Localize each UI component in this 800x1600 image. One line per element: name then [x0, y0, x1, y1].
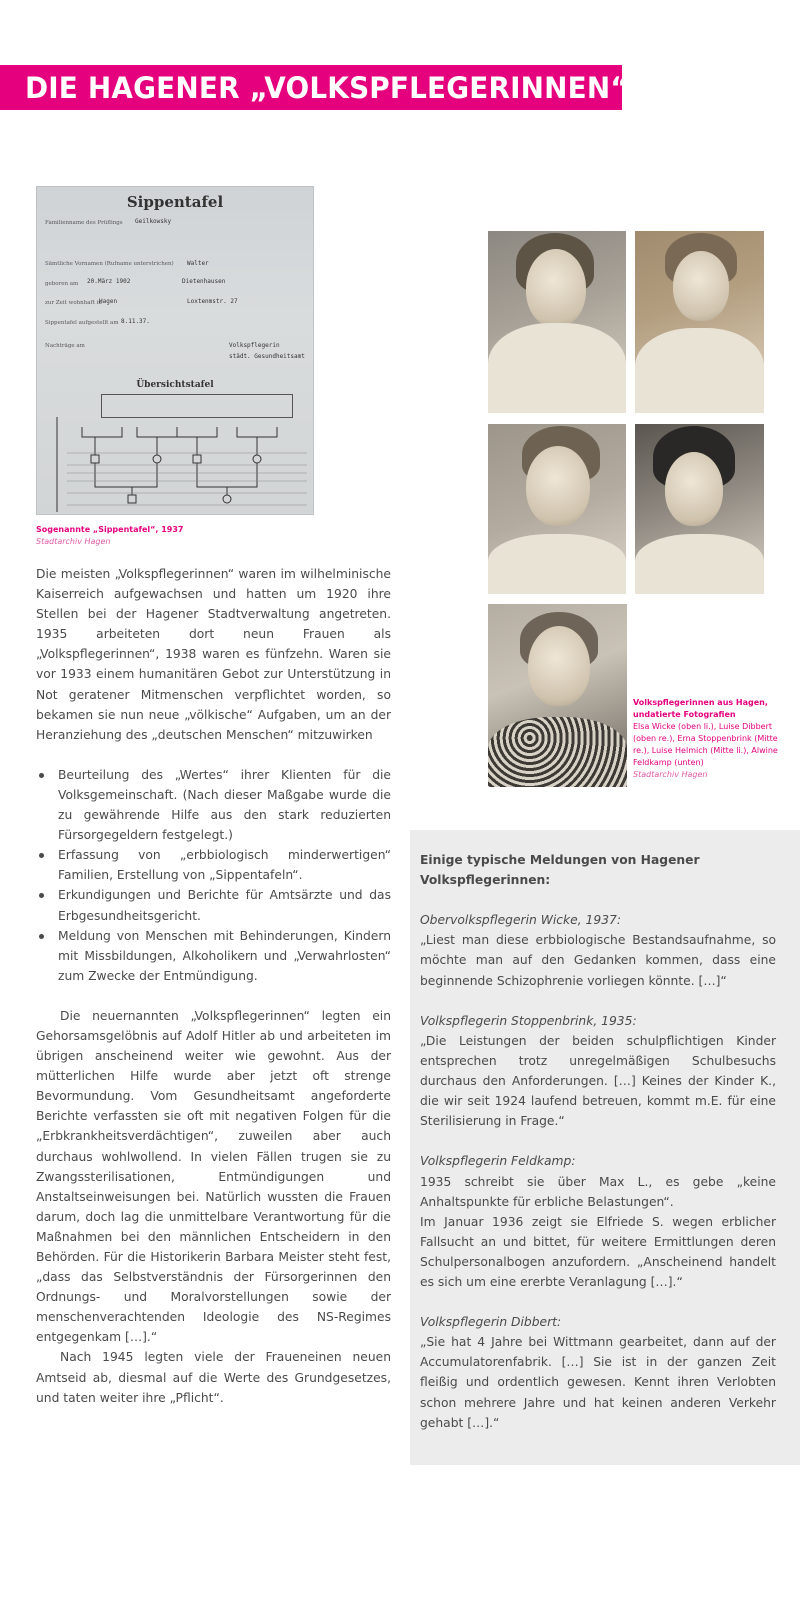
quote-text: 1935 schreibt sie über Max L., es gebe „keine Anhaltspunkte für erbliche Belastungen“. — [420, 1174, 776, 1209]
document-caption — [36, 524, 316, 548]
quote-block — [420, 910, 776, 990]
quote-text: „Die Leistungen der beiden schulpflichtigen Kinder entsprechen trotz unregelmäßigen Schulbesuchs durchaus den Anforderungen. […] Keines der Kinder K., die wir seit 1924 laufend betreuen, kommt m.E. für eine Sterilisierung in Frage.“ — [420, 1033, 776, 1129]
document-field-label: zur Zeit wohnhaft in — [45, 300, 102, 306]
left-column-text — [36, 564, 391, 1408]
document-field-value: städt. Gesundheitsamt — [229, 353, 305, 360]
quote-author: Obervolkspflegerin Wicke, 1937: — [420, 913, 621, 928]
document-field-value: 20.März 1902 — [87, 278, 131, 285]
portrait-photo-erna-stoppenbrink — [635, 424, 764, 594]
photo-caption-title-line2: undatierte Fotografien — [633, 710, 736, 719]
quote-author: Volkspflegerin Stoppenbrink, 1935: — [420, 1013, 637, 1028]
document-heading: Sippentafel — [126, 193, 224, 211]
document-caption-title: Sogenannte „Sippentafel“, 1937 — [36, 525, 184, 534]
task-list — [36, 765, 391, 986]
list-item — [36, 845, 391, 885]
quote-box-heading: Einige typische Meldungen von Hagener Volkspflegerinnen: — [420, 853, 700, 888]
portrait-photo-luise-dibbert — [635, 231, 764, 413]
list-item — [36, 885, 391, 925]
photo-caption-names: Elsa Wicke (oben li.), Luise Dibbert (oben re.), Erna Stoppenbrink (Mitte re.), Luise Helmich (Mitte li.), Alwine Feldkamp (unten) — [633, 722, 778, 767]
document-field-label: Familienname des Prüflings — [45, 220, 123, 226]
document-subheading: Übersichtstafel — [136, 380, 214, 390]
photo-caption-title-line1: Volkspflegerinnen aus Hagen, — [633, 698, 768, 707]
bullet-icon — [39, 893, 44, 898]
quote-box — [410, 830, 800, 1465]
third-paragraph: Nach 1945 legten viele der Fraueneinen neuen Amtseid ab, diesmal auf die Werte des Grundgesetzes, und taten weiter ihre „Pflicht“. — [36, 1350, 391, 1405]
quote-text: „Sie hat 4 Jahre bei Wittmann gearbeitet, dann auf der Accumulatorenfabrik. […] Sie ist in der ganzen Zeit fleißig und ordentlich gewesen. Kennt ihren Verlobten schon mehrere Jahre und hat keinen anderen Verkehr gehabt […].“ — [420, 1335, 776, 1430]
photo-caption-source: Stadtarchiv Hagen — [633, 770, 708, 779]
document-caption-source: Stadtarchiv Hagen — [36, 537, 111, 546]
list-item — [36, 765, 391, 845]
portrait-photo-elsa-wicke — [488, 231, 626, 413]
document-field-label: Nachträge am — [45, 343, 85, 349]
list-item-text: Meldung von Menschen mit Behinderungen, Kindern mit Missbildungen, Alkoholikern und „Verwahrlosten“ zum Zwecke der Entmündigung. — [58, 928, 391, 983]
quote-box-content — [420, 850, 776, 1433]
bullet-icon — [39, 853, 44, 858]
list-item-text: Erkundigungen und Berichte für Amtsärzte und das Erbgesundheitsgericht. — [58, 888, 391, 923]
document-field-label: Sippentafel aufgestellt am — [45, 320, 119, 326]
document-field-label: geboren am — [45, 281, 79, 287]
title-banner — [0, 65, 629, 110]
quote-text: Im Januar 1936 zeigt sie Elfriede S. wegen erblicher Fallsucht an und bittet, für weitere Ermittlungen deren Schulpersonalbogen anzufordern. „Anscheinend handelt es sich um eine ererbte Veranlagung […].“ — [420, 1214, 776, 1289]
sippentafel-document-image — [36, 186, 314, 515]
quote-author: Volkspflegerin Feldkamp: — [420, 1154, 576, 1169]
document-field-label: Sämtliche Vornamen (Rufname unterstrichen) — [45, 261, 174, 267]
portrait-photo-luise-helmich — [488, 424, 626, 594]
quote-block — [420, 1011, 776, 1132]
page-title: DIE HAGENER „VOLKSPFLEGERINNEN“ — [24, 71, 629, 105]
family-tree-diagram — [37, 187, 313, 514]
document-field-value: Walter — [187, 260, 209, 267]
list-item — [36, 926, 391, 986]
quote-block — [420, 1151, 776, 1292]
document-field-value: Loxtenmstr. 27 — [187, 298, 238, 305]
portrait-photo-alwine-feldkamp — [488, 604, 627, 787]
document-field-value: 8.11.37. — [121, 318, 150, 325]
second-paragraph: Die neuernannten „Volkspflegerinnen“ legten ein Gehorsamsgelöbnis auf Adolf Hitler ab und arbeiteten im übrigen anscheinend weiter wie gewohnt. Aus der mütterlichen Hilfe wurde aber jetzt oft strenge Bevormundung. Vom Gesundheitsamt angeforderte Berichte verfassten sie oft mit negativen Folgen für die „Erbkrankheitsverdächtigen“, zuweilen aber auch durchaus wohlwollend. In vielen Fällen trugen sie zu Zwangssterilisationen, Entmündigungen und Anstaltseinweisungen bei. Natürlich wussten die Frauen darum, doch lag die unmittelbare Verantwortung für die Maßnahmen bei den männlichen Entscheidern in den Behörden. Für die Historikerin Barbara Meister steht fest, „dass das Selbstverständnis der Fürsorgerinnen den Ordnungs- und Moralvorstellungen sowie der menschenverachtenden Ideologie des NS-Regimes entgegenkam […].“ — [36, 1008, 391, 1345]
quote-author: Volkspflegerin Dibbert: — [420, 1315, 562, 1330]
document-field-value: Geilkowsky — [135, 218, 172, 225]
intro-paragraph: Die meisten „Volkspflegerinnen“ waren im wilhelminische Kaiserreich aufgewachsen und hatten um 1920 ihre Stellen bei der Hagener Stadtverwaltung angetreten. 1935 arbeiteten dort neun Frauen als „Volkspflegerinnen“, 1938 waren es fünfzehn. Waren sie vor 1933 einem humanitären Gebot zur Unterstützung in Not geratener Mitmenschen verpflichtet worden, so bekamen sie nun neue „völkische“ Aufgaben, um an der Heranziehung des „deutschen Menschen“ mitzuwirken — [36, 567, 391, 742]
bullet-icon — [39, 773, 44, 778]
document-field-value: Volkspflegerin — [229, 342, 280, 349]
list-item-text: Beurteilung des „Wertes“ ihrer Klienten für die Volksgemeinschaft. (Nach dieser Maßgabe wurde die zu gewährende Hilfe aus den stark reduzierten Fürsorgegeldern festgelegt.) — [58, 767, 391, 843]
list-item-text: Erfassung von „erbbiologisch minderwertigen“ Familien, Erstellung von „Sippentafeln“. — [58, 848, 391, 883]
quote-block — [420, 1312, 776, 1433]
bullet-icon — [39, 934, 44, 939]
document-field-value: Dietenhausen — [182, 278, 226, 285]
photo-caption — [633, 697, 793, 781]
document-field-value: Hagen — [99, 298, 118, 305]
quote-text: „Liest man diese erbbiologische Bestandsaufnahme, so möchte man auf den Gedanken kommen, dass eine beginnende Schizophrenie vorliegen könnte. […]“ — [420, 933, 776, 988]
